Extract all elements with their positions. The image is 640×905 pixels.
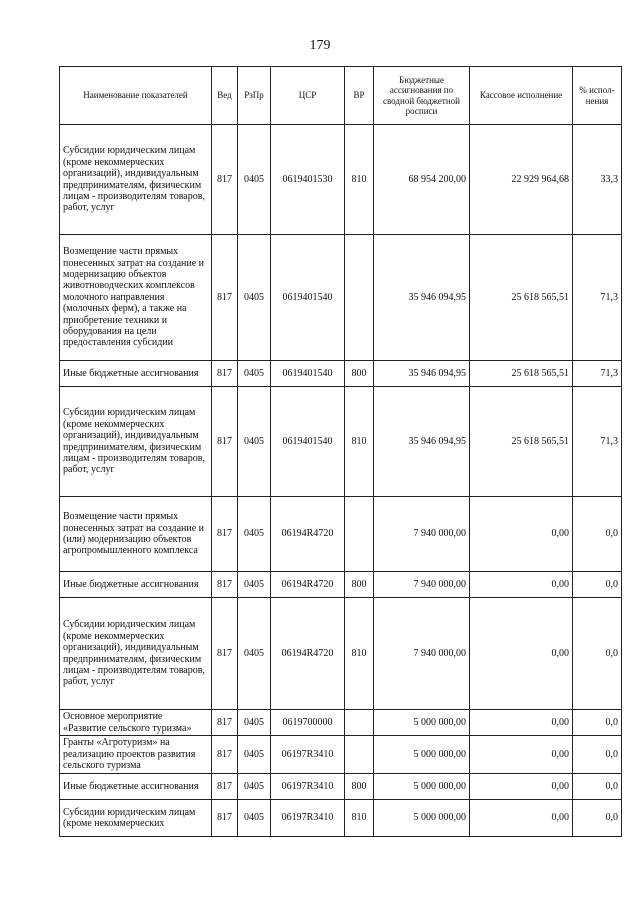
row-ved: 817	[212, 736, 238, 774]
row-rzpr: 0405	[238, 572, 271, 598]
row-percent: 0,0	[573, 710, 622, 736]
row-percent: 0,0	[573, 736, 622, 774]
table-header-row	[60, 67, 622, 125]
row-csr: 06194R4720	[271, 598, 345, 710]
row-budget: 7 940 000,00	[374, 598, 470, 710]
row-ved: 817	[212, 125, 238, 235]
row-percent: 0,0	[573, 497, 622, 572]
header-csr: ЦСР	[271, 67, 345, 125]
row-name: Иные бюджетные ассигнования	[60, 774, 212, 800]
table-row	[60, 710, 622, 736]
row-rzpr: 0405	[238, 497, 271, 572]
table-row	[60, 125, 622, 235]
row-budget: 35 946 094,95	[374, 235, 470, 361]
row-vr	[345, 710, 374, 736]
row-cash: 0,00	[470, 497, 573, 572]
row-name: Гранты «Агротуризм» на реализацию проектов развития сельского туризма	[60, 736, 212, 774]
row-rzpr: 0405	[238, 800, 271, 837]
row-name: Субсидии юридическим лицам (кроме некоммерческих организаций), индивидуальным предпринимателям, физическим лицам - производителям товаров, работ, услуг	[60, 387, 212, 497]
header-rzpr: РзПр	[238, 67, 271, 125]
header-budget: Бюджетные ассигнования по сводной бюджетной росписи	[374, 67, 470, 125]
row-ved: 817	[212, 572, 238, 598]
row-budget: 5 000 000,00	[374, 710, 470, 736]
row-percent: 0,0	[573, 774, 622, 800]
row-rzpr: 0405	[238, 235, 271, 361]
row-ved: 817	[212, 361, 238, 387]
row-name: Субсидии юридическим лицам (кроме некоммерческих	[60, 800, 212, 837]
row-csr: 06197R3410	[271, 800, 345, 837]
row-csr: 0619700000	[271, 710, 345, 736]
row-budget: 5 000 000,00	[374, 774, 470, 800]
row-ved: 817	[212, 497, 238, 572]
row-percent: 71,3	[573, 235, 622, 361]
row-cash: 0,00	[470, 572, 573, 598]
row-percent: 71,3	[573, 387, 622, 497]
header-cash: Кассовое исполнение	[470, 67, 573, 125]
row-percent: 71,3	[573, 361, 622, 387]
row-rzpr: 0405	[238, 736, 271, 774]
table-row	[60, 235, 622, 361]
row-csr: 0619401540	[271, 235, 345, 361]
row-percent: 0,0	[573, 800, 622, 837]
row-csr: 06194R4720	[271, 572, 345, 598]
row-ved: 817	[212, 710, 238, 736]
row-ved: 817	[212, 387, 238, 497]
table-row	[60, 736, 622, 774]
row-budget: 5 000 000,00	[374, 736, 470, 774]
row-percent: 0,0	[573, 572, 622, 598]
row-cash: 25 618 565,51	[470, 361, 573, 387]
row-name: Основное мероприятие «Развитие сельского туризма»	[60, 710, 212, 736]
row-ved: 817	[212, 235, 238, 361]
table-row	[60, 572, 622, 598]
row-vr	[345, 497, 374, 572]
row-csr: 06194R4720	[271, 497, 345, 572]
row-name: Субсидии юридическим лицам (кроме некоммерческих организаций), индивидуальным предпринимателям, физическим лицам - производителям товаров, работ, услуг	[60, 598, 212, 710]
row-ved: 817	[212, 800, 238, 837]
row-ved: 817	[212, 774, 238, 800]
row-cash: 22 929 964,68	[470, 125, 573, 235]
row-rzpr: 0405	[238, 125, 271, 235]
row-rzpr: 0405	[238, 598, 271, 710]
row-rzpr: 0405	[238, 361, 271, 387]
row-name: Возмещение части прямых понесенных затрат на создание и модернизацию объектов животноводческих комплексов молочного направления (молочных ферм), а также на приобретение техники и оборудования на цели предоставления субсидии	[60, 235, 212, 361]
page-number: 179	[309, 38, 331, 53]
row-name: Субсидии юридическим лицам (кроме некоммерческих организаций), индивидуальным предпринимателям, физическим лицам - производителям товаров, работ, услуг	[60, 125, 212, 235]
row-vr: 810	[345, 125, 374, 235]
row-csr: 06197R3410	[271, 774, 345, 800]
budget-execution-table	[59, 66, 622, 837]
row-name: Иные бюджетные ассигнования	[60, 361, 212, 387]
table-row	[60, 774, 622, 800]
header-name: Наименование показателей	[60, 67, 212, 125]
row-cash: 0,00	[470, 598, 573, 710]
row-ved: 817	[212, 598, 238, 710]
row-cash: 0,00	[470, 710, 573, 736]
row-csr: 0619401540	[271, 361, 345, 387]
table-row	[60, 598, 622, 710]
row-vr: 810	[345, 598, 374, 710]
row-cash: 25 618 565,51	[470, 387, 573, 497]
row-vr: 800	[345, 361, 374, 387]
row-vr: 810	[345, 800, 374, 837]
row-budget: 5 000 000,00	[374, 800, 470, 837]
table-row	[60, 800, 622, 837]
header-ved: Вед	[212, 67, 238, 125]
row-rzpr: 0405	[238, 387, 271, 497]
row-vr: 800	[345, 572, 374, 598]
row-csr: 0619401530	[271, 125, 345, 235]
row-vr	[345, 235, 374, 361]
row-budget: 7 940 000,00	[374, 572, 470, 598]
table-row	[60, 361, 622, 387]
row-cash: 25 618 565,51	[470, 235, 573, 361]
row-cash: 0,00	[470, 800, 573, 837]
row-percent: 33,3	[573, 125, 622, 235]
header-percent: % испол-нения	[573, 67, 622, 125]
row-cash: 0,00	[470, 736, 573, 774]
row-percent: 0,0	[573, 598, 622, 710]
row-vr: 800	[345, 774, 374, 800]
row-name: Иные бюджетные ассигнования	[60, 572, 212, 598]
row-rzpr: 0405	[238, 774, 271, 800]
row-budget: 35 946 094,95	[374, 387, 470, 497]
table-row	[60, 497, 622, 572]
row-csr: 06197R3410	[271, 736, 345, 774]
row-budget: 68 954 200,00	[374, 125, 470, 235]
table-row	[60, 387, 622, 497]
row-rzpr: 0405	[238, 710, 271, 736]
row-cash: 0,00	[470, 774, 573, 800]
row-name: Возмещение части прямых понесенных затрат на создание и (или) модернизацию объектов агропромышленного комплекса	[60, 497, 212, 572]
row-vr: 810	[345, 387, 374, 497]
row-budget: 7 940 000,00	[374, 497, 470, 572]
row-csr: 0619401540	[271, 387, 345, 497]
row-vr	[345, 736, 374, 774]
header-vr: ВР	[345, 67, 374, 125]
row-budget: 35 946 094,95	[374, 361, 470, 387]
